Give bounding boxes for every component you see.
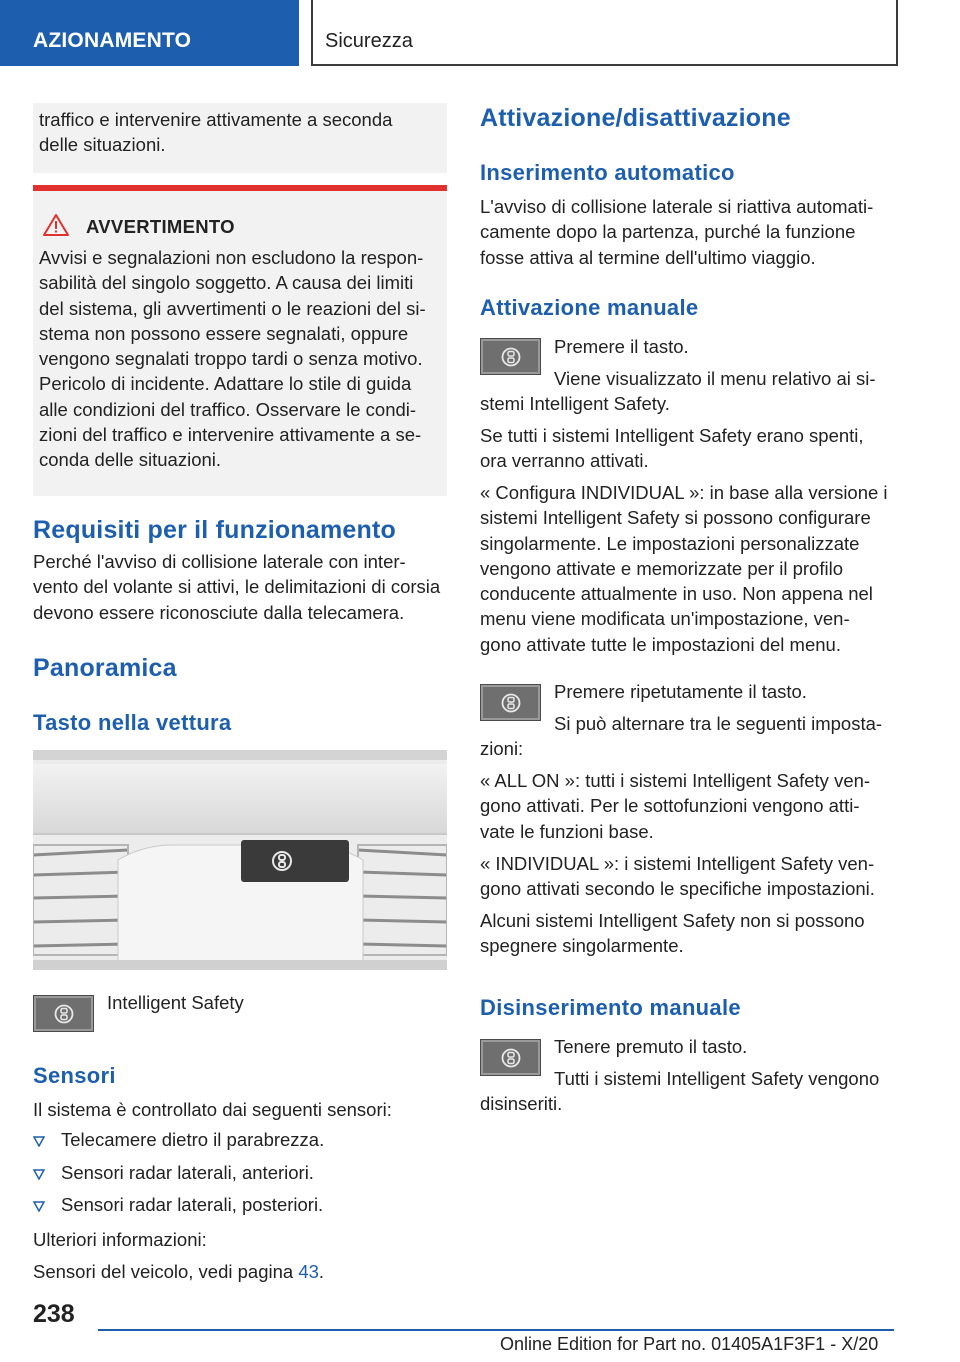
reference-text: Sensori del veicolo, vedi pagina (33, 1261, 299, 1282)
intelligent-safety-button-icon (480, 684, 541, 721)
warning-line: del sistema, gli avvertimenti o le reazioni del si- (39, 297, 426, 319)
text-line: « INDIVIDUAL »: i sistemi Intelligent Safety ven- (480, 853, 875, 874)
manual-heading: Attivazione manuale (480, 295, 699, 320)
manual-line-2: stemi Intelligent Safety. (480, 393, 670, 414)
triangle-bullet-icon (33, 1136, 45, 1147)
warning-line: Pericolo di incidente. Adattare lo stile di guida (39, 373, 412, 395)
chapter-title: Sicurezza (325, 30, 413, 52)
safety-icon (501, 693, 521, 713)
auto-heading: Inserimento automatico (480, 160, 735, 185)
warning-line: alle condizioni del traffico. Osservare le condi- (39, 398, 417, 420)
text-line: gono attivati secondo le specifiche impostazioni. (480, 878, 875, 900)
text-line: gono attivate tutte le impostazioni del menu. (480, 633, 841, 655)
more-info-label: Ulteriori informazioni: (33, 1229, 207, 1250)
manual-line-1: Viene visualizzato il menu relativo ai si- (554, 368, 876, 389)
disable-heading: Disinserimento manuale (480, 995, 741, 1020)
text-line: L'avviso di collisione laterale si riattiva automati- (480, 196, 874, 217)
list-item-text: Sensori radar laterali, posteriori. (61, 1194, 324, 1215)
text-line: ora verranno attivati. (480, 450, 649, 472)
warning-box (33, 185, 447, 496)
list-item-text: Sensori radar laterali, anteriori. (61, 1162, 314, 1183)
safety-icon (54, 1004, 74, 1024)
requirements-heading: Requisiti per il funzionamento (33, 516, 396, 544)
warning-line: conda delle situazioni. (39, 449, 222, 471)
dashboard-photo (33, 750, 447, 970)
text-line: devono essere riconosciute dalla telecamera. (33, 601, 405, 623)
text-line: gono attivati. Per le sottofunzioni vengono atti- (480, 795, 860, 817)
button-heading: Tasto nella vettura (33, 710, 232, 735)
text-line: singolarmente. Le impostazioni personalizzate (480, 532, 860, 554)
footer-divider (98, 1329, 894, 1331)
repeat-line-2: zioni: (480, 738, 524, 759)
disable-step: Tenere premuto il tasto. (554, 1036, 748, 1057)
button-caption: Intelligent Safety (107, 992, 244, 1013)
intelligent-safety-button-icon (480, 1039, 541, 1076)
continued-note (33, 103, 447, 173)
text-line: vengono attivate e memorizzate per il profilo (480, 557, 843, 579)
safety-icon (501, 1048, 521, 1068)
triangle-bullet-icon (33, 1169, 45, 1180)
allon-text (480, 768, 900, 844)
page-link[interactable]: 43 (298, 1261, 319, 1282)
text-line: conducente attualmente in uso. Non appena nel (480, 583, 873, 605)
individual-text (480, 851, 900, 902)
warning-line: sabilità del singolo soggetto. A causa dei limiti (39, 272, 414, 294)
sensors-intro: Il sistema è controllato dai seguenti sensori: (33, 1099, 392, 1120)
section-tab-label: AZIONAMENTO (33, 29, 192, 52)
warning-line: stema non possono essere segnalati, oppure (39, 322, 409, 344)
chapter-header (311, 0, 898, 66)
manual-off-text (480, 423, 900, 474)
warning-triangle-icon (43, 214, 69, 236)
text-line: Alcuni sistemi Intelligent Safety non si possono (480, 910, 865, 931)
list-item-text: Telecamere dietro il parabrezza. (61, 1129, 325, 1150)
text-line: fosse attiva al termine dell'ultimo viaggio. (480, 246, 816, 268)
manual-step: Premere il tasto. (554, 336, 689, 357)
text-line: « ALL ON »: tutti i sistemi Intelligent Safety ven- (480, 770, 871, 791)
sensors-heading: Sensori (33, 1063, 116, 1088)
triangle-bullet-icon (33, 1201, 45, 1212)
repeat-line-1: Si può alternare tra le seguenti imposta- (554, 713, 883, 734)
reference-suffix: . (318, 1261, 325, 1282)
configure-text (480, 480, 900, 657)
requirements-text (33, 549, 453, 625)
warning-line: Avvisi e segnalazioni non escludono la respon- (39, 247, 424, 268)
disable-line-1: Tutti i sistemi Intelligent Safety vengono (554, 1068, 880, 1089)
text-line: camente dopo la partenza, purché la funzione (480, 221, 856, 243)
warning-line: vengono segnalati troppo tardi o senza motivo. (39, 348, 423, 370)
warning-line: zioni del traffico e intervenire attivamente a se- (39, 424, 422, 446)
intelligent-safety-button-icon (480, 338, 541, 375)
edition-text: Online Edition for Part no. 01405A1F3F1 - X/20 (500, 1334, 879, 1354)
activation-heading: Attivazione/disattivazione (480, 104, 791, 132)
text-line: menu viene modificata un'impostazione, ven- (480, 608, 850, 630)
intelligent-safety-button-icon (33, 995, 94, 1032)
warning-text (39, 245, 443, 473)
text-line: Perché l'avviso di collisione laterale con inter- (33, 551, 406, 572)
text-line: vate le funzioni base. (480, 820, 654, 842)
overview-heading: Panoramica (33, 654, 177, 682)
section-tab[interactable] (0, 0, 299, 66)
text-line: « Configura INDIVIDUAL »: in base alla versione i (480, 482, 888, 503)
text-line: sistemi Intelligent Safety si possono configurare (480, 507, 871, 529)
some-systems-text (480, 908, 900, 959)
dashboard-illustration (33, 750, 447, 970)
auto-text (480, 194, 900, 270)
text-line: spegnere singolarmente. (480, 935, 684, 957)
warning-title: AVVERTIMENTO (86, 216, 235, 237)
sensors-reference (33, 1259, 324, 1284)
continued-note-text: traffico e intervenire attivamente a seconda delle situazioni. (39, 109, 393, 155)
safety-icon (501, 347, 521, 367)
text-line: vento del volante si attivi, le delimitazioni di corsia (33, 576, 441, 598)
text-line: Se tutti i sistemi Intelligent Safety erano spenti, (480, 425, 864, 446)
repeat-step: Premere ripetutamente il tasto. (554, 681, 807, 702)
page-number: 238 (33, 1300, 75, 1328)
disable-line-2: disinseriti. (480, 1093, 563, 1114)
